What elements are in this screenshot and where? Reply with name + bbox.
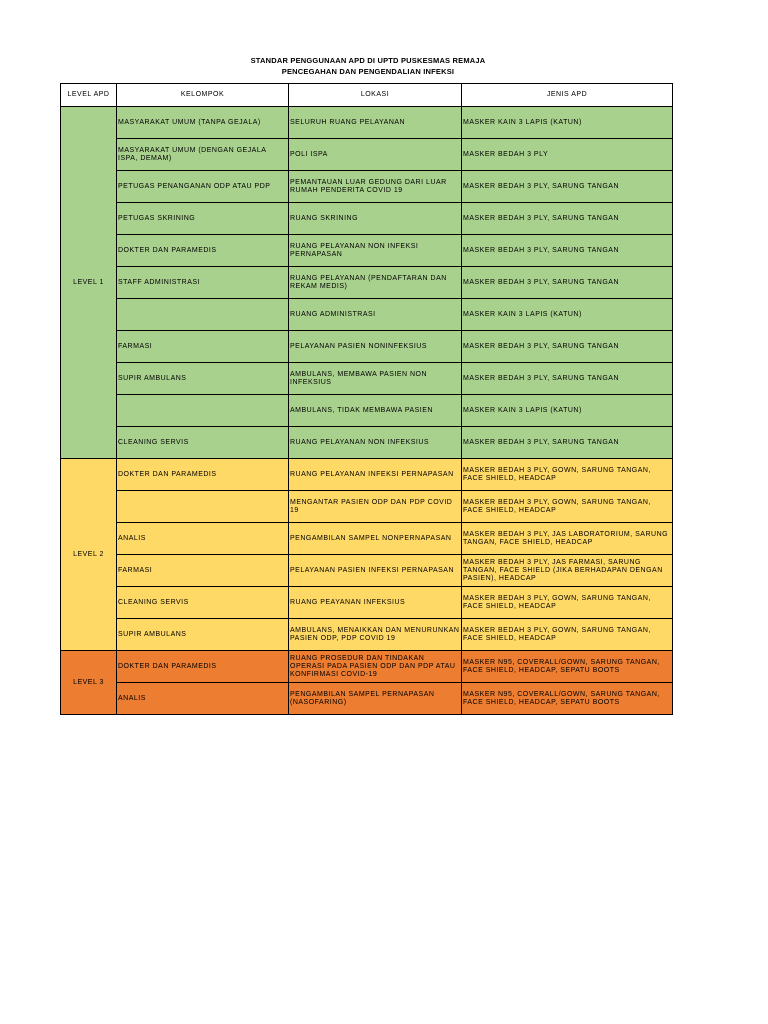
table-row (61, 107, 673, 139)
header-lokasi: LOKASI (289, 84, 462, 107)
jenis-cell: MASKER BEDAH 3 PLY, GOWN, SARUNG TANGAN, FACE SHIELD, HEADCAP (462, 459, 673, 491)
table-row (61, 363, 673, 395)
kelompok-cell: PETUGAS SKRINING (117, 203, 289, 235)
kelompok-cell: FARMASI (117, 555, 289, 587)
lokasi-cell: RUANG ADMINISTRASI (289, 299, 462, 331)
lokasi-cell: PELAYANAN PASIEN NONINFEKSIUS (289, 331, 462, 363)
table-row (61, 427, 673, 459)
document-title: STANDAR PENGGUNAAN APD DI UPTD PUSKESMAS REMAJA (250, 56, 486, 65)
level-label: LEVEL 1 (61, 107, 117, 459)
jenis-cell: MASKER BEDAH 3 PLY, GOWN, SARUNG TANGAN, FACE SHIELD, HEADCAP (462, 587, 673, 619)
table-body (61, 107, 673, 715)
table-row (61, 299, 673, 331)
jenis-cell: MASKER BEDAH 3 PLY (462, 139, 673, 171)
lokasi-cell: AMBULANS, MENAIKKAN DAN MENURUNKAN PASIEN ODP, PDP COVID 19 (289, 619, 462, 651)
table-row (61, 523, 673, 555)
kelompok-cell: MASYARAKAT UMUM (DENGAN GEJALA ISPA, DEMAM) (117, 139, 289, 171)
kelompok-cell: DOKTER DAN PARAMEDIS (117, 459, 289, 491)
jenis-cell: MASKER N95, COVERALL/GOWN, SARUNG TANGAN, FACE SHIELD, HEADCAP, SEPATU BOOTS (462, 683, 673, 715)
header-kelompok: KELOMPOK (117, 84, 289, 107)
lokasi-cell: RUANG PELAYANAN INFEKSI PERNAPASAN (289, 459, 462, 491)
table-row (61, 683, 673, 715)
kelompok-cell (117, 395, 289, 427)
kelompok-cell: PETUGAS PENANGANAN ODP ATAU PDP (117, 171, 289, 203)
lokasi-cell: RUANG PEAYANAN INFEKSIUS (289, 587, 462, 619)
jenis-cell: MASKER BEDAH 3 PLY, GOWN, SARUNG TANGAN, FACE SHIELD, HEADCAP (462, 491, 673, 523)
jenis-cell: MASKER KAIN 3 LAPIS (KATUN) (462, 299, 673, 331)
table-row (61, 491, 673, 523)
table-row (61, 235, 673, 267)
kelompok-cell: CLEANING SERVIS (117, 587, 289, 619)
kelompok-cell: DOKTER DAN PARAMEDIS (117, 235, 289, 267)
lokasi-cell: RUANG PELAYANAN (PENDAFTARAN DAN REKAM MEDIS) (289, 267, 462, 299)
jenis-cell: MASKER BEDAH 3 PLY, SARUNG TANGAN (462, 235, 673, 267)
jenis-cell: MASKER BEDAH 3 PLY, SARUNG TANGAN (462, 171, 673, 203)
level-label: LEVEL 3 (61, 651, 117, 715)
kelompok-cell (117, 299, 289, 331)
lokasi-cell: PELAYANAN PASIEN INFEKSI PERNAPASAN (289, 555, 462, 587)
table-row (61, 459, 673, 491)
kelompok-cell (117, 491, 289, 523)
table-row (61, 331, 673, 363)
jenis-cell: MASKER BEDAH 3 PLY, GOWN, SARUNG TANGAN, FACE SHIELD, HEADCAP (462, 619, 673, 651)
table-row (61, 587, 673, 619)
lokasi-cell: RUANG PELAYANAN NON INFEKSI PERNAPASAN (289, 235, 462, 267)
kelompok-cell: CLEANING SERVIS (117, 427, 289, 459)
jenis-cell: MASKER BEDAH 3 PLY, SARUNG TANGAN (462, 363, 673, 395)
table-row (61, 555, 673, 587)
kelompok-cell: FARMASI (117, 331, 289, 363)
lokasi-cell: SELURUH RUANG PELAYANAN (289, 107, 462, 139)
header-level-apd: LEVEL APD (61, 84, 117, 107)
lokasi-cell: PEMANTAUAN LUAR GEDUNG DARI LUAR RUMAH PENDERITA COVID 19 (289, 171, 462, 203)
kelompok-cell: ANALIS (117, 523, 289, 555)
lokasi-cell: MENGANTAR PASIEN ODP DAN PDP COVID 19 (289, 491, 462, 523)
kelompok-cell: MASYARAKAT UMUM (TANPA GEJALA) (117, 107, 289, 139)
table-header-row (61, 84, 673, 107)
kelompok-cell: SUPIR AMBULANS (117, 619, 289, 651)
lokasi-cell: AMBULANS, TIDAK MEMBAWA PASIEN (289, 395, 462, 427)
jenis-cell: MASKER BEDAH 3 PLY, JAS LABORATORIUM, SARUNG TANGAN, FACE SHIELD, HEADCAP (462, 523, 673, 555)
lokasi-cell: AMBULANS, MEMBAWA PASIEN NON INFEKSIUS (289, 363, 462, 395)
kelompok-cell: ANALIS (117, 683, 289, 715)
table-row (61, 267, 673, 299)
jenis-cell: MASKER BEDAH 3 PLY, SARUNG TANGAN (462, 267, 673, 299)
lokasi-cell: PENGAMBILAN SAMPEL PERNAPASAN (NASOFARING) (289, 683, 462, 715)
apd-table (60, 83, 673, 715)
table-row (61, 395, 673, 427)
lokasi-cell: RUANG PELAYANAN NON INFEKSIUS (289, 427, 462, 459)
table-row (61, 139, 673, 171)
jenis-cell: MASKER KAIN 3 LAPIS (KATUN) (462, 395, 673, 427)
lokasi-cell: RUANG SKRINING (289, 203, 462, 235)
document-subtitle: PENCEGAHAN DAN PENGENDALIAN INFEKSI (281, 67, 455, 76)
header-jenis-apd: JENIS APD (462, 84, 673, 107)
kelompok-cell: STAFF ADMINISTRASI (117, 267, 289, 299)
kelompok-cell: DOKTER DAN PARAMEDIS (117, 651, 289, 683)
jenis-cell: MASKER KAIN 3 LAPIS (KATUN) (462, 107, 673, 139)
jenis-cell: MASKER BEDAH 3 PLY, SARUNG TANGAN (462, 331, 673, 363)
table-row (61, 171, 673, 203)
lokasi-cell: RUANG PROSEDUR DAN TINDAKAN OPERASI PADA PASIEN ODP DAN PDP ATAU KONFIRMASI COVID-19 (289, 651, 462, 683)
table-row (61, 203, 673, 235)
lokasi-cell: POLI ISPA (289, 139, 462, 171)
jenis-cell: MASKER N95, COVERALL/GOWN, SARUNG TANGAN, FACE SHIELD, HEADCAP, SEPATU BOOTS (462, 651, 673, 683)
jenis-cell: MASKER BEDAH 3 PLY, SARUNG TANGAN (462, 427, 673, 459)
table-row (61, 619, 673, 651)
kelompok-cell: SUPIR AMBULANS (117, 363, 289, 395)
table-row (61, 651, 673, 683)
level-label: LEVEL 2 (61, 459, 117, 651)
jenis-cell: MASKER BEDAH 3 PLY, JAS FARMASI, SARUNG TANGAN, FACE SHIELD (JIKA BERHADAPAN DENGAN PASIEN), HEADCAP (462, 555, 673, 587)
jenis-cell: MASKER BEDAH 3 PLY, SARUNG TANGAN (462, 203, 673, 235)
lokasi-cell: PENGAMBILAN SAMPEL NONPERNAPASAN (289, 523, 462, 555)
